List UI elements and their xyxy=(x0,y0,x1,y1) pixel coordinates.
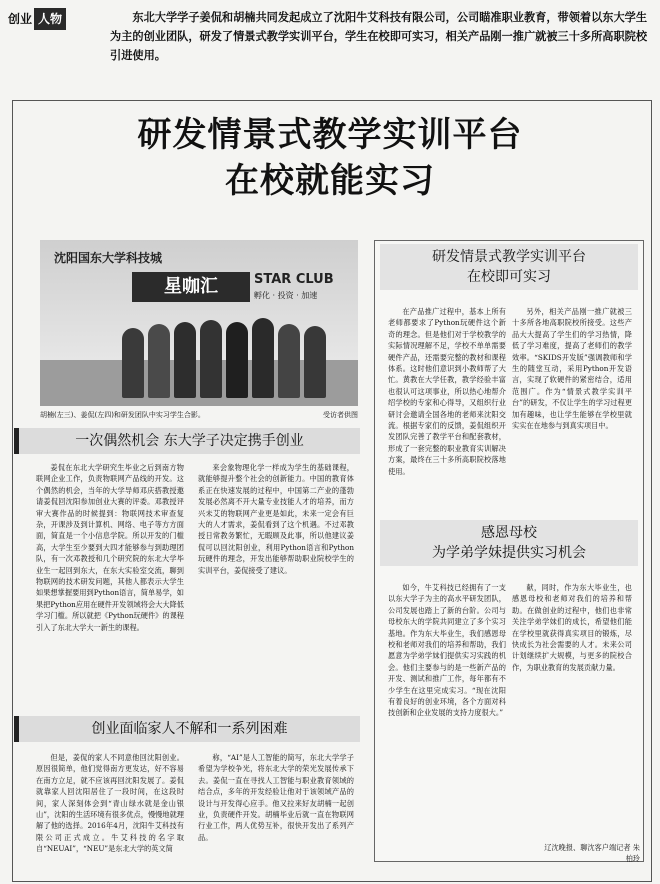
sidebar-1-text-left: 在产品推广过程中，基本上所有老师都要求了Python玩硬件这个新奇的理念。但是他们对于学校教学的实际情况理解不足，学校不单单需要硬件产品，还需要完整的教材和课程体系。这时他们意识到小教师帮了大忙。黄教在大学任教，教学经验丰富也很认可这项事业，所以热心地帮介绍学校的专家和心得导，又组织行业研讨会邀请全国各地的老师来沈阳交流。根据专家们的反馈，姜侃组织开发团队完善了教学平台和配套教材，形成了一套完整的职业教育实训解决方案，最终在三十多所高职院校落地使用。 xyxy=(388,307,506,476)
section-1-column-left xyxy=(36,462,184,678)
sidebar-1-text-right: 另外，相关产品刚一推广就被三十多所各地高职院校所接受。这些产品大大提高了学生们的学习热情，降低了学习难度，提高了老师们的教学效率。“SKIDS开发版”强调教师和学生的随堂互动，采用Python开发语言，实现了软硬件的紧密结合，适用范围广。作为“情景式教学实训平台”的研发，不仅让学生的学习过程更加有趣味，也让学生能够在学校里就实实在在地参与到真实项目中。 xyxy=(512,307,632,431)
author-signature-line-2: 柏玲 xyxy=(625,854,640,863)
sidebar-heading-1-line-1: 研发情景式教学实训平台 xyxy=(432,249,586,265)
person-figure xyxy=(174,322,196,398)
person-figure xyxy=(304,326,326,398)
section-heading-1: 一次偶然机会 东大学子决定携手创业 xyxy=(14,428,360,454)
section-2-text-left: 但是，姜侃的家人不同意他回沈阳创业。原因很简单，他们觉得南方更发达，好不容易在南方立足，就不应该再回沈阳发展了。姜侃就靠家人回沈阳居住了一段时间，在这段时间，家人深刻体会到“青山绿水就是金山银山”，沈阳的生活环境有很多优点，慢慢地就理解了他的选择。2016年4月，沈阳牛艾科技有限公司正式成立。牛艾科技的名字取自“NEUAI”，“NEU”是东北大学的英文简 xyxy=(36,753,184,854)
section-2-text-right: 称，“AI”是人工智能的简写，东北大学学子希望为学校争光，将东北大学的荣光发展传承下去。姜侃一直在寻找人工智能与职业教育领域的结合点，多年的开发经验让他对于该领域产品的设计与开发得心应手。他又拉来好友胡楠一起创业，负责硬件开发。胡楠毕业后就一直在物联网行业工作，两人优势互补，很快开发出了系列产品。 xyxy=(198,753,354,842)
page-title xyxy=(20,112,640,204)
sidebar-heading-2 xyxy=(380,520,638,566)
author-signature-line-1: 辽沈晚报、聊沈客户端记者 朱 xyxy=(544,843,640,852)
sidebar-2-text-left: 如今，牛艾科技已经拥有了一支以东大学子为主的高水平研发团队，公司发展也踏上了新的台阶。公司与母校东大的学院共同建立了多个实习基地。作为东大毕业生，我们感恩母校和老师对我们的培养和帮助，我们愿意为学弟学妹们提供实习实践的机会。他们主要参与的是一些新产品的开发、测试和推广工作，每年都有不少学生在这里完成实习。“现在沈阳有着良好的创业环境，各个方面对科技创新和企业发展的支持力度很大。” xyxy=(388,583,506,718)
photo-sign-text: STAR CLUB xyxy=(254,272,334,287)
section-2-column-right xyxy=(198,752,354,880)
section-label: 创业 xyxy=(8,12,33,26)
photo-slogan-text: 孵化 · 投资 · 加速 xyxy=(254,291,318,300)
headline-line-1: 研发情景式教学实训平台 xyxy=(137,115,523,155)
section-1-column-right xyxy=(198,462,354,678)
section-2-column-left xyxy=(36,752,184,880)
sidebar-2-column-right xyxy=(512,582,632,838)
person-figure xyxy=(200,320,222,398)
person-figure xyxy=(252,318,274,398)
sidebar-1-column-right xyxy=(512,306,632,510)
sidebar-heading-1-line-2: 在校即可实习 xyxy=(467,269,551,285)
section-1-text-left: 姜侃在东北大学研究生毕业之后到南方物联网企业工作，负责物联网产品线的开发。这个偶然的机会，当年的大学导师邓庆搭教授邀请姜侃回沈阳参加创业大赛的评委。邓教授评审大赛作品的时候提到：物联网技术审查复杂，开课涉及到计算机、网络、电子等方方面面，简直是一个小信息学院。所以开发的门槛高，大学生至少要到大四才能够参与到助理团队，有一次邓教授和几个研究院的东北大学毕业生一起回到东大，在东大实验室交流，聊到物联网的技术研发问题，其他人都表示大学生如果想掌握要用到Python语言，简单易学，如果把Python应用在硬件开发领域将会大大降低学习门槛。所以就把《Python玩硬件》的课程引入了东北大学大一新生的课程。 xyxy=(36,463,184,632)
sidebar-heading-2-line-2: 为学弟学妹提供实习机会 xyxy=(432,545,586,561)
photo-banner-text: 沈阳国东大学科技城 xyxy=(54,251,163,265)
person-figure xyxy=(148,324,170,398)
author-signature xyxy=(500,842,640,864)
photo-caption-text: 胡楠(左三)、姜侃(左四)和研发团队中实习学生合影。 xyxy=(40,411,205,419)
lede-paragraph: 东北大学学子姜侃和胡楠共同发起成立了沈阳牛艾科技有限公司，公司瞄准职业教育，带领着以东大学生为主的创业团队，研发了情景式教学实训平台，学生在校即可实习，相关产品刚一推广就被三十多所高职院校引进使用。 xyxy=(110,11,648,62)
person-figure xyxy=(278,324,300,398)
category-label: 人物 xyxy=(34,8,66,30)
team-photo xyxy=(40,240,358,406)
sidebar-2-column-left xyxy=(388,582,506,854)
photo-logo-text: 星咖汇 xyxy=(132,272,250,302)
sidebar-2-text-right: 献，同时，作为东大毕业生，也感恩母校和老师对我们的培养和帮助。在做创业的过程中，他们也非常关注学弟学妹们的成长，希望他们能在学校里就获得真实项目的锻炼，尽快成长为社会需要的人才。未来公司计划继续扩大规模，与更多的院校合作，为职业教育的发展贡献力量。 xyxy=(512,583,632,672)
photo-credit: 受访者供图 xyxy=(323,411,358,419)
section-heading-2: 创业面临家人不解和一系列困难 xyxy=(14,716,360,742)
photo-caption xyxy=(40,406,358,424)
sidebar-heading-1 xyxy=(380,244,638,290)
section-1-text-right: 来会象物理化学一样成为学生的基础课程，就能够提升整个社会的创新能力。中国的教育体系正在快速发展的过程中，中国第二产业的蓬勃发展必然离不开大量专业技能人才的培养，而方兴未艾的物联网产业更是如此，未来一定会有巨大的人才需求，姜侃看到了这个机遇。不过邓教授日常教务繁忙，无暇顾及此事，所以他建议姜侃可以回沈阳创业，利用Python语言和Python玩硬件的理念，开发出能够帮助职业院校学生的实训平台，姜侃接受了建议。 xyxy=(198,463,354,575)
sidebar-heading-2-line-1: 感恩母校 xyxy=(481,525,537,541)
person-figure xyxy=(226,322,248,398)
sidebar-1-column-left xyxy=(388,306,506,510)
headline-line-2: 在校就能实习 xyxy=(225,161,435,201)
person-figure xyxy=(122,328,144,398)
section-tag xyxy=(6,8,104,30)
